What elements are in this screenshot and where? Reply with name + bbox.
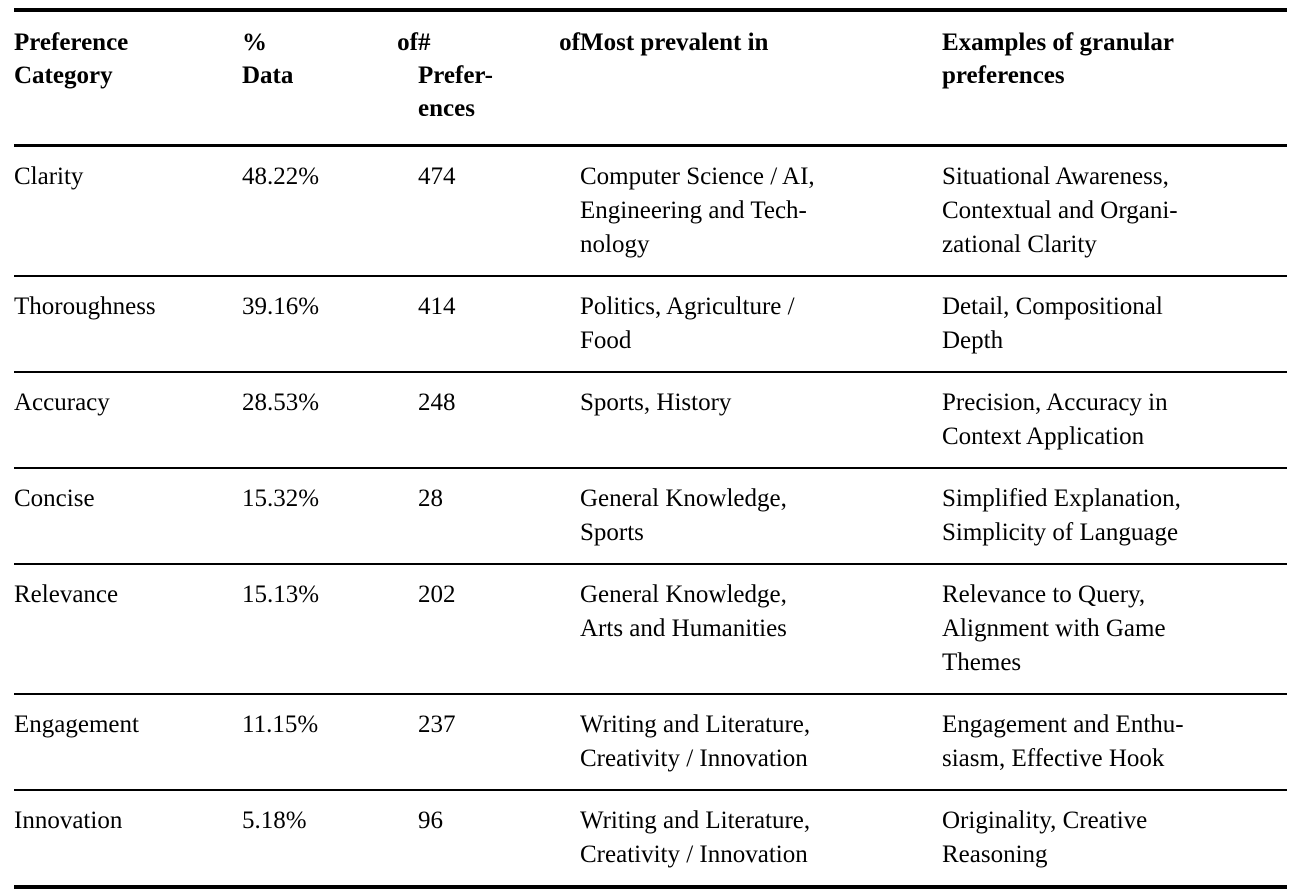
table-row bbox=[14, 695, 1287, 789]
cell-count-2-line: 248 bbox=[418, 389, 456, 416]
cell-examples-6 bbox=[942, 791, 1287, 885]
table-body bbox=[14, 147, 1287, 885]
cell-prevalent-0-line: nology bbox=[580, 231, 650, 258]
cell-percent-0-line: 48.22% bbox=[242, 163, 320, 190]
cell-category-0-line: Clarity bbox=[14, 163, 84, 190]
cell-category-6 bbox=[14, 791, 242, 885]
column-header-num-preferences-line3: ences bbox=[418, 95, 475, 122]
cell-percent-2-line: 28.53% bbox=[242, 389, 320, 416]
cell-category-5-line: Engagement bbox=[14, 711, 139, 738]
cell-prevalent-6-line: Creativity / Innovation bbox=[580, 841, 808, 868]
cell-count-6-line: 96 bbox=[418, 807, 443, 834]
table-row-accuracy bbox=[14, 373, 1287, 467]
cell-examples-5-line: siasm, Effective Hook bbox=[942, 745, 1165, 772]
column-header-percent-of-data-line1 bbox=[242, 26, 418, 59]
cell-count-3 bbox=[418, 469, 580, 563]
column-header-percent-of-word: of bbox=[397, 29, 418, 56]
cell-category-1-line: Thoroughness bbox=[14, 293, 156, 320]
preference-category-table bbox=[14, 12, 1287, 144]
table-header bbox=[14, 12, 1287, 144]
cell-percent-3 bbox=[242, 469, 418, 563]
cell-prevalent-6 bbox=[580, 791, 942, 885]
cell-count-2 bbox=[418, 373, 580, 467]
cell-percent-1 bbox=[242, 277, 418, 371]
cell-prevalent-4 bbox=[580, 565, 942, 693]
cell-count-1 bbox=[418, 277, 580, 371]
cell-examples-6-line: Reasoning bbox=[942, 841, 1048, 868]
column-header-examples-granular bbox=[942, 12, 1287, 144]
column-header-num-preferences-line2: Prefer- bbox=[418, 62, 493, 89]
cell-count-3-line: 28 bbox=[418, 485, 443, 512]
cell-percent-4 bbox=[242, 565, 418, 693]
table-row-clarity bbox=[14, 147, 1287, 275]
cell-prevalent-0 bbox=[580, 147, 942, 275]
cell-prevalent-1 bbox=[580, 277, 942, 371]
table-row bbox=[14, 277, 1287, 371]
cell-category-2 bbox=[14, 373, 242, 467]
column-header-preference-category-line1: Preference bbox=[14, 29, 129, 56]
column-header-percent-of-data bbox=[242, 12, 418, 144]
cell-count-4-line: 202 bbox=[418, 581, 456, 608]
cell-category-3-line: Concise bbox=[14, 485, 95, 512]
cell-prevalent-2-line: Sports, History bbox=[580, 389, 732, 416]
cell-prevalent-5-line: Creativity / Innovation bbox=[580, 745, 808, 772]
table-row bbox=[14, 373, 1287, 467]
cell-prevalent-5-line: Writing and Literature, bbox=[580, 711, 811, 738]
cell-count-6 bbox=[418, 791, 580, 885]
cell-category-4 bbox=[14, 565, 242, 693]
preference-category-table-container bbox=[14, 8, 1287, 889]
cell-percent-6-line: 5.18% bbox=[242, 807, 307, 834]
cell-examples-6-line: Originality, Creative bbox=[942, 807, 1148, 834]
cell-examples-4-line: Relevance to Query, bbox=[942, 581, 1146, 608]
cell-examples-1 bbox=[942, 277, 1287, 371]
cell-percent-6 bbox=[242, 791, 418, 885]
cell-percent-4-line: 15.13% bbox=[242, 581, 320, 608]
table-row-innovation bbox=[14, 791, 1287, 885]
cell-prevalent-0-line: Engineering and Tech- bbox=[580, 197, 807, 224]
column-header-preference-category bbox=[14, 12, 242, 144]
table-row-thoroughness bbox=[14, 277, 1287, 371]
column-header-num-preferences-line1 bbox=[418, 26, 580, 59]
cell-count-4 bbox=[418, 565, 580, 693]
cell-examples-2-line: Precision, Accuracy in bbox=[942, 389, 1168, 416]
table-row bbox=[14, 791, 1287, 885]
cell-prevalent-1-line: Politics, Agriculture / bbox=[580, 293, 795, 320]
cell-percent-5-line: 11.15% bbox=[242, 711, 319, 738]
cell-category-4-line: Relevance bbox=[14, 581, 119, 608]
cell-examples-3-line: Simplicity of Language bbox=[942, 519, 1179, 546]
cell-count-5 bbox=[418, 695, 580, 789]
cell-percent-0 bbox=[242, 147, 418, 275]
cell-examples-0 bbox=[942, 147, 1287, 275]
column-header-most-prevalent-in bbox=[580, 12, 942, 144]
cell-category-3 bbox=[14, 469, 242, 563]
table-row-engagement bbox=[14, 695, 1287, 789]
cell-prevalent-2 bbox=[580, 373, 942, 467]
table-bottom-rule bbox=[14, 885, 1287, 889]
cell-prevalent-0-line: Computer Science / AI, bbox=[580, 163, 815, 190]
cell-percent-5 bbox=[242, 695, 418, 789]
column-header-num-preferences bbox=[418, 12, 580, 144]
cell-percent-2 bbox=[242, 373, 418, 467]
column-header-examples-granular-line2: preferences bbox=[942, 62, 1065, 89]
cell-examples-5 bbox=[942, 695, 1287, 789]
cell-examples-4 bbox=[942, 565, 1287, 693]
table-header-row bbox=[14, 12, 1287, 144]
column-header-preference-category-line2: Category bbox=[14, 62, 113, 89]
column-header-examples-granular-line1: Examples of granular bbox=[942, 29, 1174, 56]
cell-examples-1-line: Detail, Compositional bbox=[942, 293, 1163, 320]
cell-percent-1-line: 39.16% bbox=[242, 293, 320, 320]
cell-category-5 bbox=[14, 695, 242, 789]
cell-count-0-line: 474 bbox=[418, 163, 456, 190]
table-row bbox=[14, 147, 1287, 275]
cell-category-1 bbox=[14, 277, 242, 371]
cell-count-1-line: 414 bbox=[418, 293, 456, 320]
cell-examples-2-line: Context Application bbox=[942, 423, 1145, 450]
cell-examples-3-line: Simplified Explanation, bbox=[942, 485, 1181, 512]
cell-prevalent-4-line: General Knowledge, bbox=[580, 581, 787, 608]
cell-percent-3-line: 15.32% bbox=[242, 485, 320, 512]
cell-category-0 bbox=[14, 147, 242, 275]
table-row bbox=[14, 565, 1287, 693]
cell-category-2-line: Accuracy bbox=[14, 389, 110, 416]
cell-examples-1-line: Depth bbox=[942, 327, 1004, 354]
cell-examples-0-line: Situational Awareness, bbox=[942, 163, 1169, 190]
cell-examples-5-line: Engagement and Enthu- bbox=[942, 711, 1184, 738]
cell-examples-3 bbox=[942, 469, 1287, 563]
column-header-percent-symbol: % bbox=[242, 29, 267, 56]
cell-prevalent-3-line: General Knowledge, bbox=[580, 485, 787, 512]
cell-prevalent-5 bbox=[580, 695, 942, 789]
table-row-relevance bbox=[14, 565, 1287, 693]
cell-category-6-line: Innovation bbox=[14, 807, 123, 834]
column-header-num-of-word: of bbox=[559, 29, 580, 56]
cell-prevalent-4-line: Arts and Humanities bbox=[580, 615, 787, 642]
table-row bbox=[14, 469, 1287, 563]
cell-examples-0-line: zational Clarity bbox=[942, 231, 1097, 258]
cell-prevalent-3 bbox=[580, 469, 942, 563]
cell-examples-2 bbox=[942, 373, 1287, 467]
cell-examples-0-line: Contextual and Organi- bbox=[942, 197, 1178, 224]
table-row-concise bbox=[14, 469, 1287, 563]
cell-prevalent-1-line: Food bbox=[580, 327, 632, 354]
column-header-hash-symbol: # bbox=[418, 29, 431, 56]
cell-prevalent-6-line: Writing and Literature, bbox=[580, 807, 811, 834]
cell-examples-4-line: Themes bbox=[942, 649, 1022, 676]
cell-prevalent-3-line: Sports bbox=[580, 519, 644, 546]
column-header-percent-of-data-line2: Data bbox=[242, 62, 294, 89]
cell-count-5-line: 237 bbox=[418, 711, 456, 738]
cell-count-0 bbox=[418, 147, 580, 275]
column-header-most-prevalent-in-line1: Most prevalent in bbox=[580, 29, 769, 56]
cell-examples-4-line: Alignment with Game bbox=[942, 615, 1166, 642]
